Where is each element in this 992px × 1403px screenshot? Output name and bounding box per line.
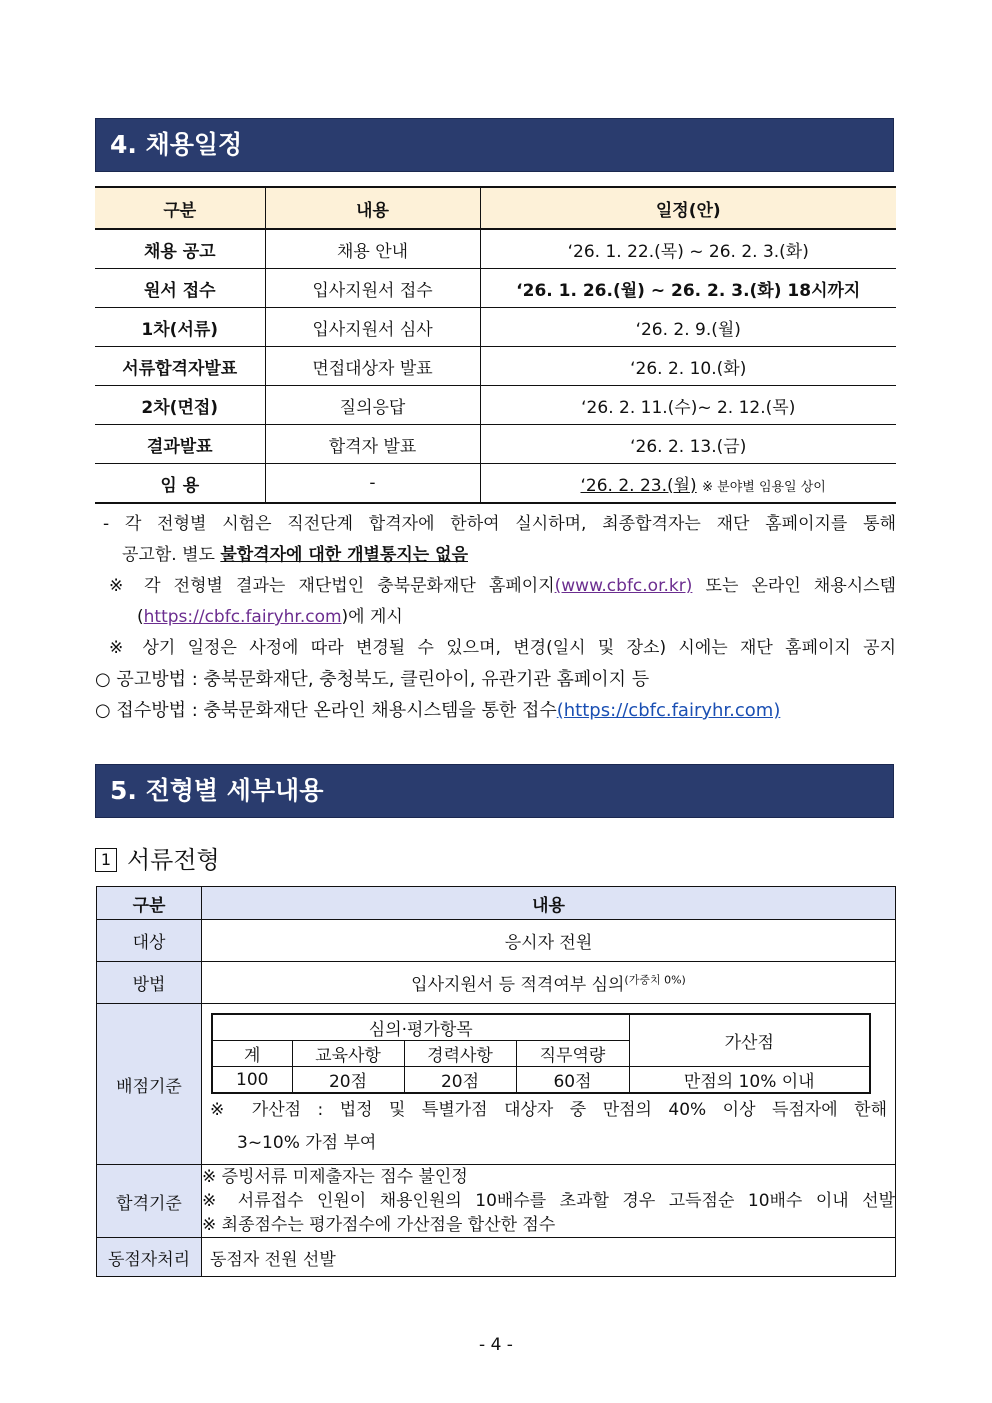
schedule-category: 결과발표 <box>95 425 265 464</box>
scoring-col-competency: 직무역량 <box>516 1041 629 1067</box>
schedule-content: 면접대상자 발표 <box>265 347 480 386</box>
schedule-content: 입사지원서 접수 <box>265 269 480 308</box>
bonus-note: ※ 가산점 : 법정 및 특별가점 대상자 중 만점의 40% 이상 득점자에 한해 <box>210 1100 887 1120</box>
target-label: 대상 <box>97 920 202 962</box>
method-cell <box>202 962 896 1004</box>
pass-label: 합격기준 <box>97 1165 202 1238</box>
note-line: - 각 전형별 시험은 직전단계 합격자에 한하여 실시하며, 최종합격자는 재단 홈페이지를 통해 <box>103 514 896 534</box>
schedule-date: ‘26. 2. 13.(금) <box>480 425 896 464</box>
schedule-header-category: 구분 <box>95 187 265 229</box>
schedule-header-content: 내용 <box>265 187 480 229</box>
schedule-date-cell <box>480 464 896 504</box>
schedule-content: 합격자 발표 <box>265 425 480 464</box>
tie-value: 동점자 전원 선발 <box>202 1238 896 1277</box>
scoring-val-competency: 60점 <box>516 1067 629 1094</box>
schedule-date: ‘26. 2. 23.(월) <box>580 475 697 496</box>
table-row <box>97 1165 896 1238</box>
schedule-notes <box>95 509 896 726</box>
scoring-label: 배점기준 <box>97 1004 202 1165</box>
schedule-header-row <box>95 187 896 229</box>
note-line: ※ 상기 일정은 사정에 따라 변경될 수 있으며, 변경(일시 및 장소) 시에는 재단 홈페이지 공지 <box>109 638 896 658</box>
schedule-category: 2차(면접) <box>95 386 265 425</box>
schedule-table <box>95 186 896 504</box>
schedule-category: 1차(서류) <box>95 308 265 347</box>
homepage-link[interactable]: (www.cbfc.or.kr) <box>554 576 693 596</box>
scoring-table <box>211 1013 871 1094</box>
pass-line: ※ 서류접수 인원이 채용인원의 10배수를 초과할 경우 고득점순 10배수 이내 선발 <box>202 1191 895 1211</box>
section-5-header: 5. 전형별 세부내용 <box>95 764 894 818</box>
schedule-category: 임 용 <box>95 464 265 504</box>
schedule-date: ‘26. 2. 9.(월) <box>480 308 896 347</box>
scoring-val-career: 20점 <box>404 1067 516 1094</box>
table-row <box>95 425 896 464</box>
scoring-header-row <box>212 1014 870 1041</box>
table-row <box>97 920 896 962</box>
pass-line: ※ 최종점수는 평가점수에 가산점을 합산한 점수 <box>202 1215 556 1235</box>
scoring-col-education: 교육사항 <box>292 1041 404 1067</box>
scoring-val-total: 100 <box>212 1067 292 1094</box>
scoring-value-row <box>212 1067 870 1094</box>
doc-header-content: 내용 <box>202 887 896 920</box>
scoring-col-total: 계 <box>212 1041 292 1067</box>
schedule-content: 입사지원서 심사 <box>265 308 480 347</box>
table-row <box>97 1004 896 1165</box>
schedule-content: 질의응답 <box>265 386 480 425</box>
table-row <box>97 962 896 1004</box>
schedule-category: 원서 접수 <box>95 269 265 308</box>
table-row <box>95 386 896 425</box>
schedule-date: ‘26. 1. 26.(월) ~ 26. 2. 3.(화) 18시까지 <box>480 269 896 308</box>
recruit-system-link[interactable]: https://cbfc.fairyhr.com <box>143 607 342 627</box>
bonus-note-cont: 3~10% 가점 부여 <box>237 1133 377 1153</box>
table-row <box>95 308 896 347</box>
tie-label: 동점자처리 <box>97 1238 202 1277</box>
number-box: 1 <box>95 848 117 872</box>
doc-header-category: 구분 <box>97 887 202 920</box>
apply-method: ○ 접수방법 : 충북문화재단 온라인 채용시스템을 통한 접수(https://cbfc.fairyhr.com) <box>95 700 781 721</box>
schedule-date: ‘26. 2. 10.(화) <box>480 347 896 386</box>
schedule-date: ‘26. 1. 22.(목) ~ 26. 2. 3.(화) <box>480 229 896 269</box>
announce-method: ○ 공고방법 : 충북문화재단, 충청북도, 클린아이, 유관기관 홈페이지 등 <box>95 669 650 690</box>
table-row <box>95 269 896 308</box>
schedule-category: 서류합격자발표 <box>95 347 265 386</box>
table-row <box>95 347 896 386</box>
pass-line: ※ 증빙서류 미제출자는 점수 불인정 <box>202 1167 468 1187</box>
section-4-header: 4. 채용일정 <box>95 118 894 172</box>
schedule-category: 채용 공고 <box>95 229 265 269</box>
note-line: ※ 각 전형별 결과는 재단법인 충북문화재단 홈페이지(www.cbfc.or.kr) 또는 온라인 채용시스템 <box>109 576 897 596</box>
method-value: 입사지원서 등 적격여부 심의 <box>411 975 625 995</box>
table-row <box>97 1238 896 1277</box>
table-row <box>95 229 896 269</box>
scoring-col-career: 경력사항 <box>404 1041 516 1067</box>
note-line: (https://cbfc.fairyhr.com)에 게시 <box>137 607 403 627</box>
method-label: 방법 <box>97 962 202 1004</box>
schedule-header-date: 일정(안) <box>480 187 896 229</box>
target-value: 응시자 전원 <box>202 920 896 962</box>
note-line: 공고함. 별도 불합격자에 대한 개별통지는 없음 <box>122 545 468 565</box>
bonus-value: 만점의 10% 이내 <box>629 1067 870 1094</box>
method-weight: (가중치 0%) <box>624 973 686 987</box>
scoring-val-education: 20점 <box>292 1067 404 1094</box>
table-row <box>95 464 896 504</box>
scoring-group-header: 심의·평가항목 <box>212 1014 629 1041</box>
schedule-content: - <box>265 464 480 504</box>
schedule-content: 채용 안내 <box>265 229 480 269</box>
scoring-cell <box>202 1004 896 1165</box>
schedule-date: ‘26. 2. 11.(수)~ 2. 12.(목) <box>480 386 896 425</box>
schedule-date-note: ※ 분야별 임용일 상이 <box>702 479 826 495</box>
page-number: - 4 - <box>479 1335 513 1355</box>
pass-criteria <box>202 1165 896 1238</box>
apply-link[interactable]: (https://cbfc.fairyhr.com) <box>556 700 781 721</box>
document-review-table <box>96 886 896 1277</box>
bonus-header: 가산점 <box>629 1014 870 1067</box>
document-review-heading: 1 서류전형 <box>95 840 220 875</box>
no-notice-emphasis: 불합격자에 대한 개별통지는 없음 <box>220 545 468 565</box>
doc-header-row <box>97 887 896 920</box>
